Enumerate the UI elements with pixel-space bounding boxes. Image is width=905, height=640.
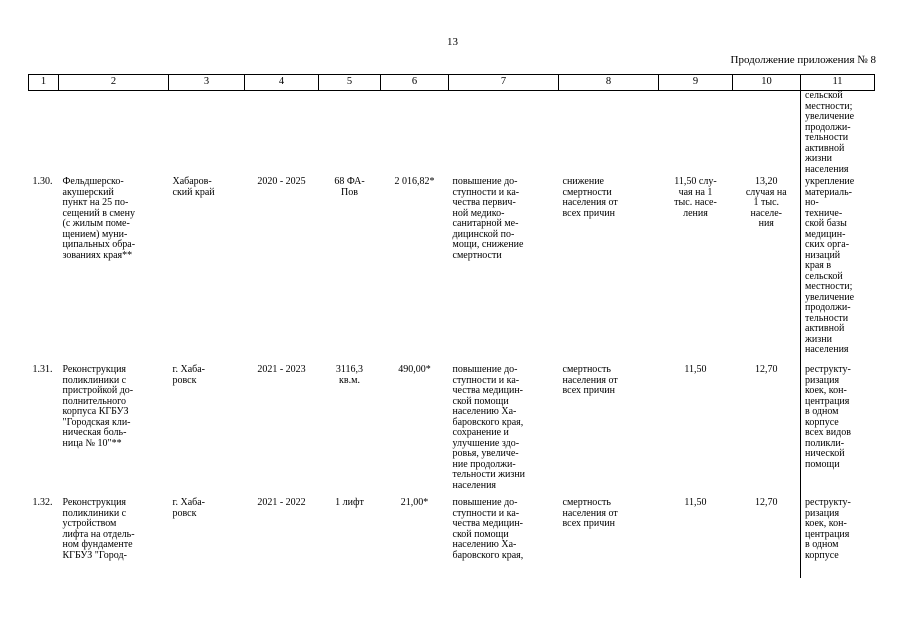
period: 2021 - 2022 bbox=[257, 497, 306, 508]
col-header-8: 8 bbox=[559, 75, 659, 91]
object-name: Реконструкция поликлиники с пристройкой до- полнительного корпуса КГБУЗ "Городская кли- ническая боль- ница № 10"** bbox=[62, 364, 134, 449]
value-base: 11,50 bbox=[684, 497, 707, 508]
period: 2020 - 2025 bbox=[257, 176, 306, 187]
continued-effect-cell: сельской местности; увеличение продолжи- тельности активной жизни населения bbox=[805, 90, 855, 175]
capacity: 1 лифт bbox=[335, 497, 364, 508]
col-header-1: 1 bbox=[29, 75, 59, 91]
indicator: снижение смертности населения от всех причин bbox=[562, 176, 618, 219]
table-row bbox=[29, 177, 875, 365]
table-row bbox=[29, 365, 875, 498]
cost: 2 016,82* bbox=[394, 176, 435, 187]
row-number: 1.31. bbox=[32, 364, 53, 375]
capacity: 68 ФА- Пов bbox=[334, 176, 365, 198]
col-header-7: 7 bbox=[449, 75, 559, 91]
column-number-row bbox=[29, 75, 875, 91]
goal: повышение до- ступности и ка- чества первич- ной медико- санитарной ме- дицинской по- мощи, снижение смертности bbox=[452, 176, 524, 261]
col-header-2: 2 bbox=[59, 75, 169, 91]
appendix-table bbox=[28, 74, 875, 578]
value-base: 11,50 bbox=[684, 364, 707, 375]
cost: 490,00* bbox=[398, 364, 431, 375]
col-header-11: 11 bbox=[801, 75, 875, 91]
effect: реструкту- ризация коек, кон- центрация в одном корпусе всех видов поликли- нической помощи bbox=[805, 364, 851, 470]
table-row bbox=[29, 498, 875, 578]
location: г. Хаба- ровск bbox=[172, 497, 205, 519]
value-target: 13,20 случая на 1 тыс. населе- ния bbox=[733, 177, 801, 365]
value-target: 12,70 bbox=[733, 498, 801, 578]
goal: повышение до- ступности и ка- чества медицин- ской помощи населению Ха- баровского края, bbox=[452, 497, 524, 561]
goal: повышение до- ступности и ка- чества медицин- ской помощи населению Ха- баровского края, сохранение и улучшение здо- ровья, увеличе- ние продолжи- тельности жизни населения bbox=[452, 364, 526, 491]
effect: реструкту- ризация коек, кон- центрация в одном корпусе bbox=[805, 497, 851, 561]
value-target: 12,70 bbox=[733, 365, 801, 498]
object-name: Реконструкция поликлиники с устройством лифта на отдель- ном фундаменте КГБУЗ "Город- bbox=[62, 497, 135, 561]
indicator: смертность населения от всех причин bbox=[562, 497, 618, 529]
row-number: 1.30. bbox=[32, 176, 53, 187]
col-header-9: 9 bbox=[659, 75, 733, 91]
page-number: 13 bbox=[447, 36, 458, 48]
col-header-10: 10 bbox=[733, 75, 801, 91]
col-header-6: 6 bbox=[381, 75, 449, 91]
value-base: 11,50 слу- чая на 1 тыс. насе- ления bbox=[674, 176, 717, 219]
indicator: смертность населения от всех причин bbox=[562, 364, 618, 396]
continued-row bbox=[29, 91, 875, 178]
row-number: 1.32. bbox=[32, 497, 53, 508]
period: 2021 - 2023 bbox=[257, 364, 306, 375]
location: Хабаров- ский край bbox=[172, 176, 215, 198]
appendix-continuation-label: Продолжение приложения № 8 bbox=[730, 54, 876, 66]
col-header-5: 5 bbox=[319, 75, 381, 91]
location: г. Хаба- ровск bbox=[172, 364, 205, 386]
object-name: Фельдшерско- акушерский пункт на 25 по- сещений в смену (с жилым поме- щением) муни- ципальных обра- зованиях края** bbox=[62, 176, 136, 261]
effect: укрепление материаль- но- техниче- ской базы медицин- ских орга- низаций края в сельской местности; увеличение продолжи- тельности активной жизни населения bbox=[805, 176, 855, 355]
capacity: 3116,3 кв.м. bbox=[335, 364, 364, 386]
col-header-3: 3 bbox=[169, 75, 245, 91]
cost: 21,00* bbox=[400, 497, 429, 508]
col-header-4: 4 bbox=[245, 75, 319, 91]
